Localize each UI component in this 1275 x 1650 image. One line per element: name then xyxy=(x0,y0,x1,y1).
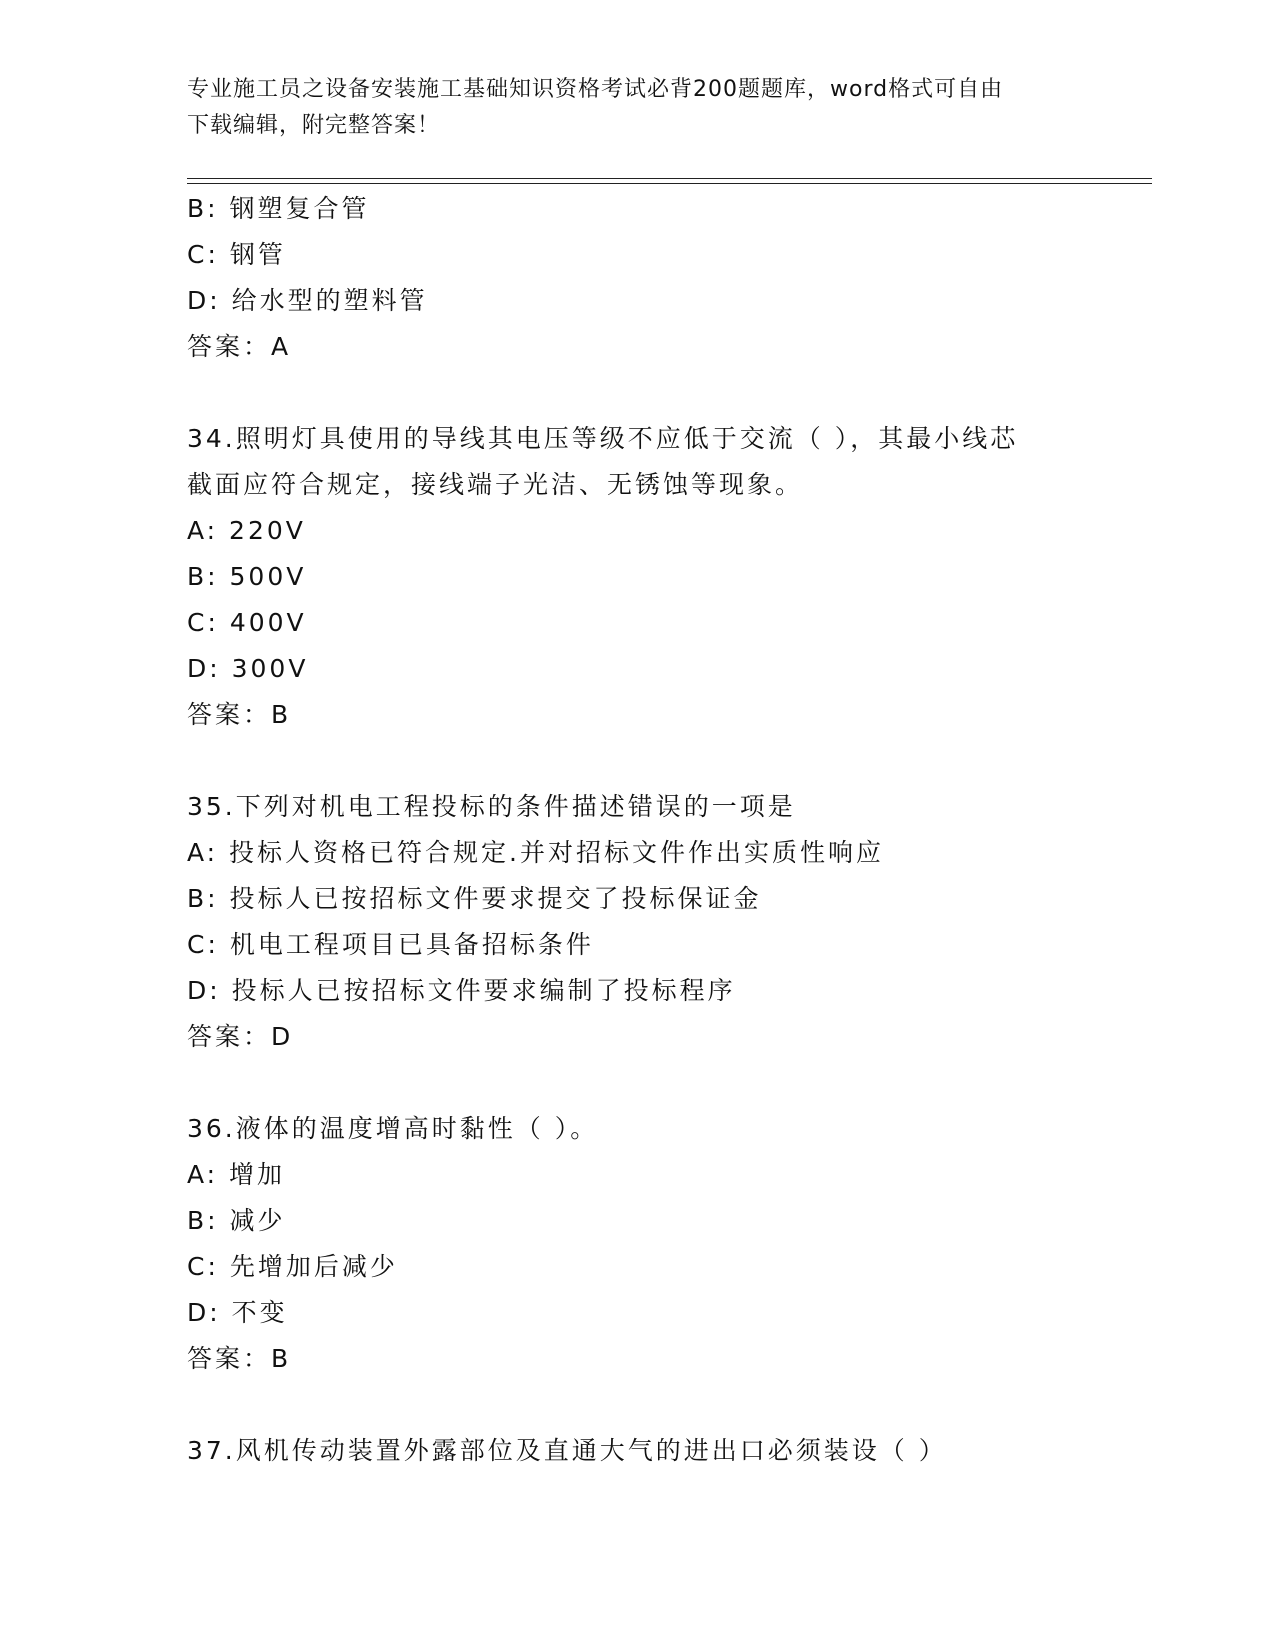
spacer xyxy=(187,370,1147,416)
question-stem: 36.液体的温度增高时黏性（ ）。 xyxy=(187,1114,599,1143)
option-c: C: 先增加后减少 xyxy=(187,1252,398,1281)
answer: 答案：D xyxy=(187,1022,294,1051)
header-line-2: 下载编辑，附完整答案！ xyxy=(187,113,441,138)
question-block-35 xyxy=(187,784,1147,1060)
question-stem: 35.下列对机电工程投标的条件描述错误的一项是 xyxy=(187,792,796,821)
question-block-37 xyxy=(187,1428,1147,1474)
option-a: A: 投标人资格已符合规定.并对招标文件作出实质性响应 xyxy=(187,838,884,867)
option-a: A: 220V xyxy=(187,516,306,545)
question-list xyxy=(187,186,1147,1474)
option-b: B: 减少 xyxy=(187,1206,286,1235)
spacer xyxy=(187,1382,1147,1428)
spacer xyxy=(187,1060,1147,1106)
option-a: A: 增加 xyxy=(187,1160,286,1189)
option-d: D: 不变 xyxy=(187,1298,288,1327)
answer: 答案：B xyxy=(187,700,292,729)
question-block-36 xyxy=(187,1106,1147,1382)
option-d: D: 300V xyxy=(187,654,309,683)
spacer xyxy=(187,738,1147,784)
option-d: D: 给水型的塑料管 xyxy=(187,286,428,315)
document-header xyxy=(187,72,1087,144)
answer: 答案：A xyxy=(187,332,292,361)
question-block-continued xyxy=(187,186,1147,370)
option-c: C: 400V xyxy=(187,608,307,637)
answer: 答案：B xyxy=(187,1344,292,1373)
question-block-34 xyxy=(187,416,1147,738)
option-b: B: 钢塑复合管 xyxy=(187,194,370,223)
question-stem: 34.照明灯具使用的导线其电压等级不应低于交流（ ），其最小线芯 xyxy=(187,424,1019,453)
option-b: B: 500V xyxy=(187,562,307,591)
header-line-1: 专业施工员之设备安装施工基础知识资格考试必背200题题库，word格式可自由 xyxy=(187,77,1004,102)
question-stem: 37.风机传动装置外露部位及直通大气的进出口必须装设（ ） xyxy=(187,1436,947,1465)
question-stem: 截面应符合规定，接线端子光洁、无锈蚀等现象。 xyxy=(187,470,804,499)
header-rule-top xyxy=(187,178,1152,179)
option-b: B: 投标人已按招标文件要求提交了投标保证金 xyxy=(187,884,762,913)
option-c: C: 机电工程项目已具备招标条件 xyxy=(187,930,594,959)
header-rule-bottom xyxy=(187,183,1152,184)
option-c: C: 钢管 xyxy=(187,240,286,269)
option-d: D: 投标人已按招标文件要求编制了投标程序 xyxy=(187,976,736,1005)
